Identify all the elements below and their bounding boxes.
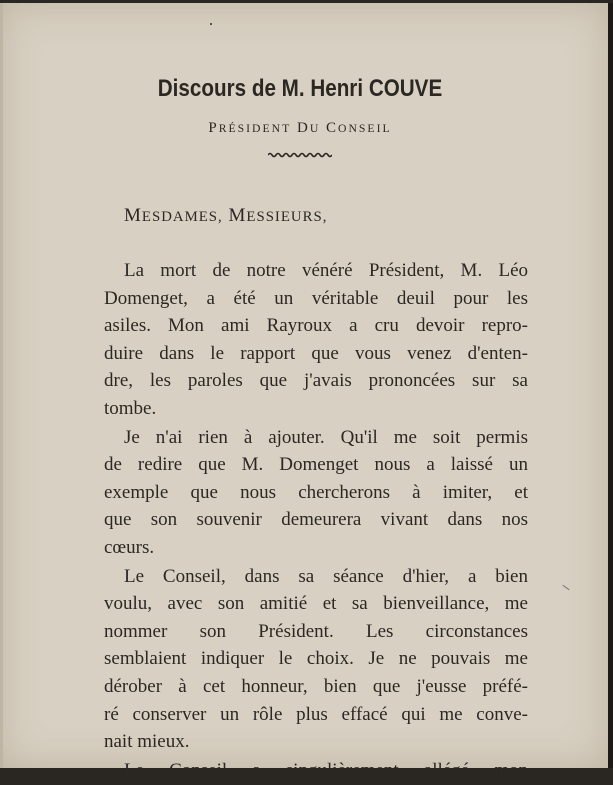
salutation: MESDAMES, MESSIEURS, — [124, 205, 328, 226]
text-line: voulu, avec son amitié et sa bienveillance, me — [104, 593, 528, 615]
text-line: duire dans le rapport que vous venez d'enten- — [104, 342, 528, 364]
paragraph — [84, 424, 528, 562]
text-line: nait mieux. — [104, 731, 190, 753]
page-title: Discours de M. Henri COUVE — [157, 75, 443, 102]
text-line: Le Conseil, dans sa séance d'hier, a bien — [124, 565, 528, 587]
text-line: La mort de notre vénéré Président, M. Léo — [124, 260, 528, 281]
text-line: Domenget, a été un véritable deuil pour les — [104, 287, 528, 309]
page-shadow-edge — [608, 3, 613, 768]
text-line: Le Conseil a singulièrement allégé mon — [124, 759, 528, 781]
paper-speck — [210, 23, 212, 25]
paragraph — [84, 563, 528, 756]
paragraph — [84, 757, 528, 785]
text-line: tombe. — [104, 397, 157, 419]
page-subtitle: PRÉSIDENT DU CONSEIL — [208, 120, 392, 136]
text-line: ré conserver un rôle plus effacé qui me conve- — [104, 703, 528, 725]
paragraph — [84, 257, 528, 423]
text-line: nommer son Président. Les circonstances — [104, 620, 528, 642]
text-line: exemple que nous chercherons à imiter, et — [104, 481, 528, 503]
text-line: cœurs. — [104, 536, 155, 558]
body-text — [84, 257, 528, 785]
ornament-divider — [268, 151, 332, 159]
paper-speck — [562, 585, 569, 590]
text-line: semblaient indiquer le choix. Je ne pouvais me — [104, 648, 528, 670]
text-line: Je n'ai rien à ajouter. Qu'il me soit permis — [124, 426, 528, 448]
document-page — [0, 3, 608, 781]
text-line: dérober à cet honneur, bien que j'eusse préfé- — [104, 675, 528, 697]
text-line: de redire que M. Domenget nous a laissé un — [104, 454, 528, 476]
text-line: dre, les paroles que j'avais prononcées sur sa — [104, 370, 528, 392]
text-line: que son souvenir demeurera vivant dans nos — [104, 509, 528, 531]
text-line: asiles. Mon ami Rayroux a cru devoir repro- — [104, 315, 528, 337]
page-edge — [0, 3, 3, 768]
